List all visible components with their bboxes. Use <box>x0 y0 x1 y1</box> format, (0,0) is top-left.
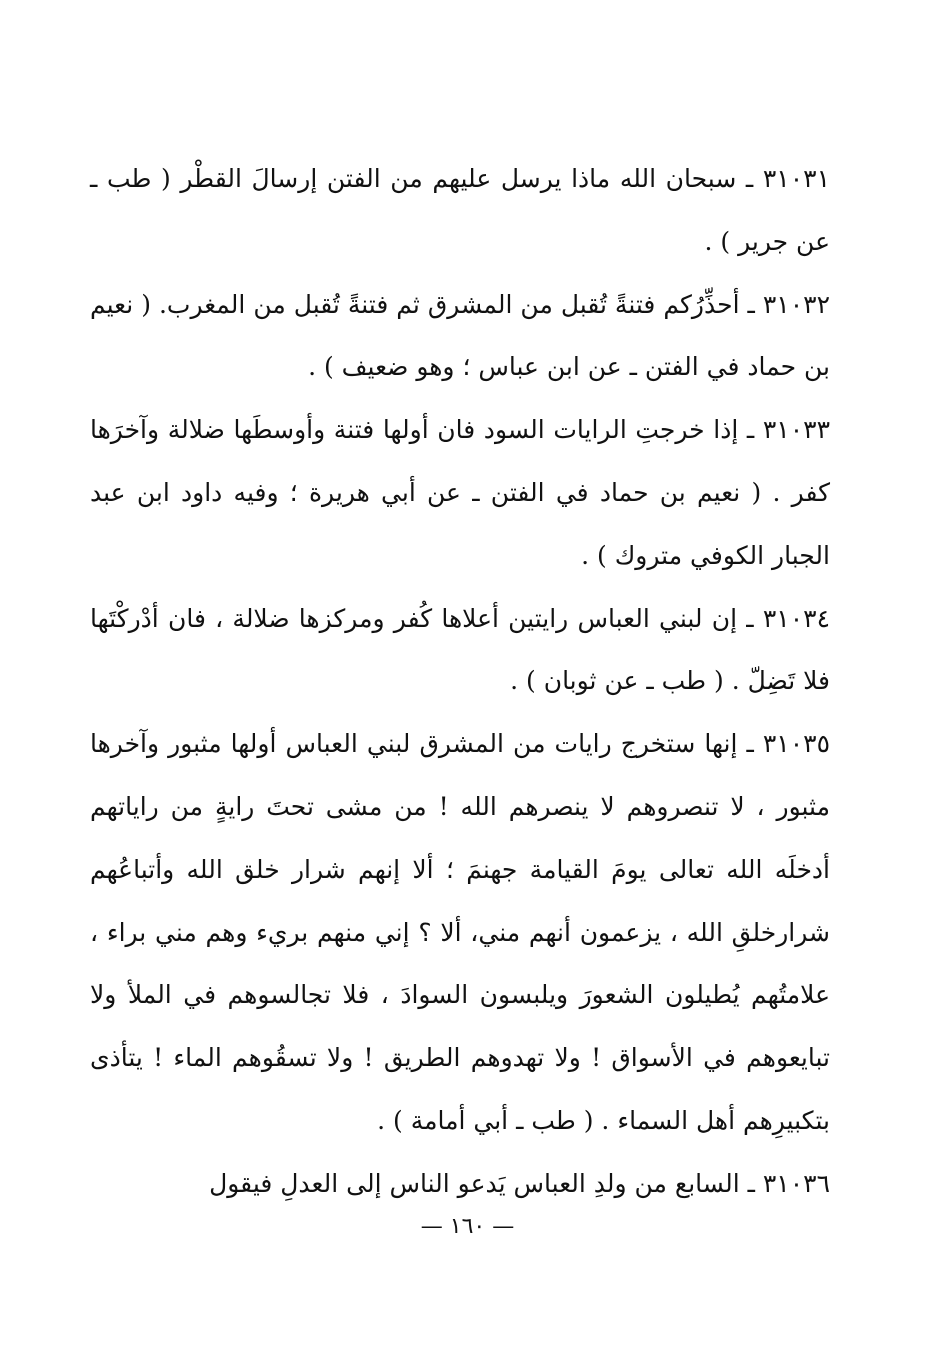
page-number: — ١٦٠ — <box>420 1214 515 1239</box>
hadith-31034: ٣١٠٣٤ ـ إن لبني العباس رايتين أعلاها كُفر ومركزها ضلالة ، فان أدْركْتَها فلا تَضِلّ . ( طب ـ عن ثوبان ) . <box>90 603 830 696</box>
hadith-31031: ٣١٠٣١ ـ سبحان الله ماذا يرسل عليهم من الفتن إرسالَ القطْر ( طب ـ عن جرير ) . <box>90 164 830 256</box>
hadith-31035: ٣١٠٣٥ ـ إنها ستخرج رايات من المشرق لبني العباس أولها مثبور وآخرها مثبور ، لا تنصروهم لا ينصرهم الله ! من مشى تحتَ رايةٍ من راياتهم أدخلَه الله تعالى يومَ القيامة جهنمَ ؛ ألا إنهم شرار خلق الله وأتباعُهم شرارخلقِ الله ، يزعمون أنهم مني، ألا ؟ إني منهم بريء وهم مني براء ، علامتُهم يُطيلون الشعورَ ويلبسون السوادَ ، فلا تجالسوهم في الملأ ولا تبايعوهم في الأسواق ! ولا تهدوهم الطريق ! ولا تسقُوهم الماء ! يتأذى بتكبيرِهم أهل السماء . ( طب ـ أبي أمامة ) . <box>90 729 830 1135</box>
hadith-31033: ٣١٠٣٣ ـ إذا خرجتِ الرايات السود فان أولها فتنة وأوسطَها ضلالة وآخرَها كفر . ( نعيم بن حماد في الفتن ـ عن أبي هريرة ؛ وفيه داود ابن عبد الجبار الكوفي متروك ) . <box>90 415 830 570</box>
hadith-31036: ٣١٠٣٦ ـ السابع من ولدِ العباس يَدعو الناس إلى العدلِ فيقول <box>209 1168 830 1198</box>
hadith-31032: ٣١٠٣٢ ـ أحذِّرُكم فتنةً تُقبل من المشرق ثم فتنةً تُقبل من المغرب. ( نعيم بن حماد في الفتن ـ عن ابن عباس ؛ وهو ضعيف ) . <box>90 289 830 382</box>
hadith-text-block <box>90 148 830 1216</box>
